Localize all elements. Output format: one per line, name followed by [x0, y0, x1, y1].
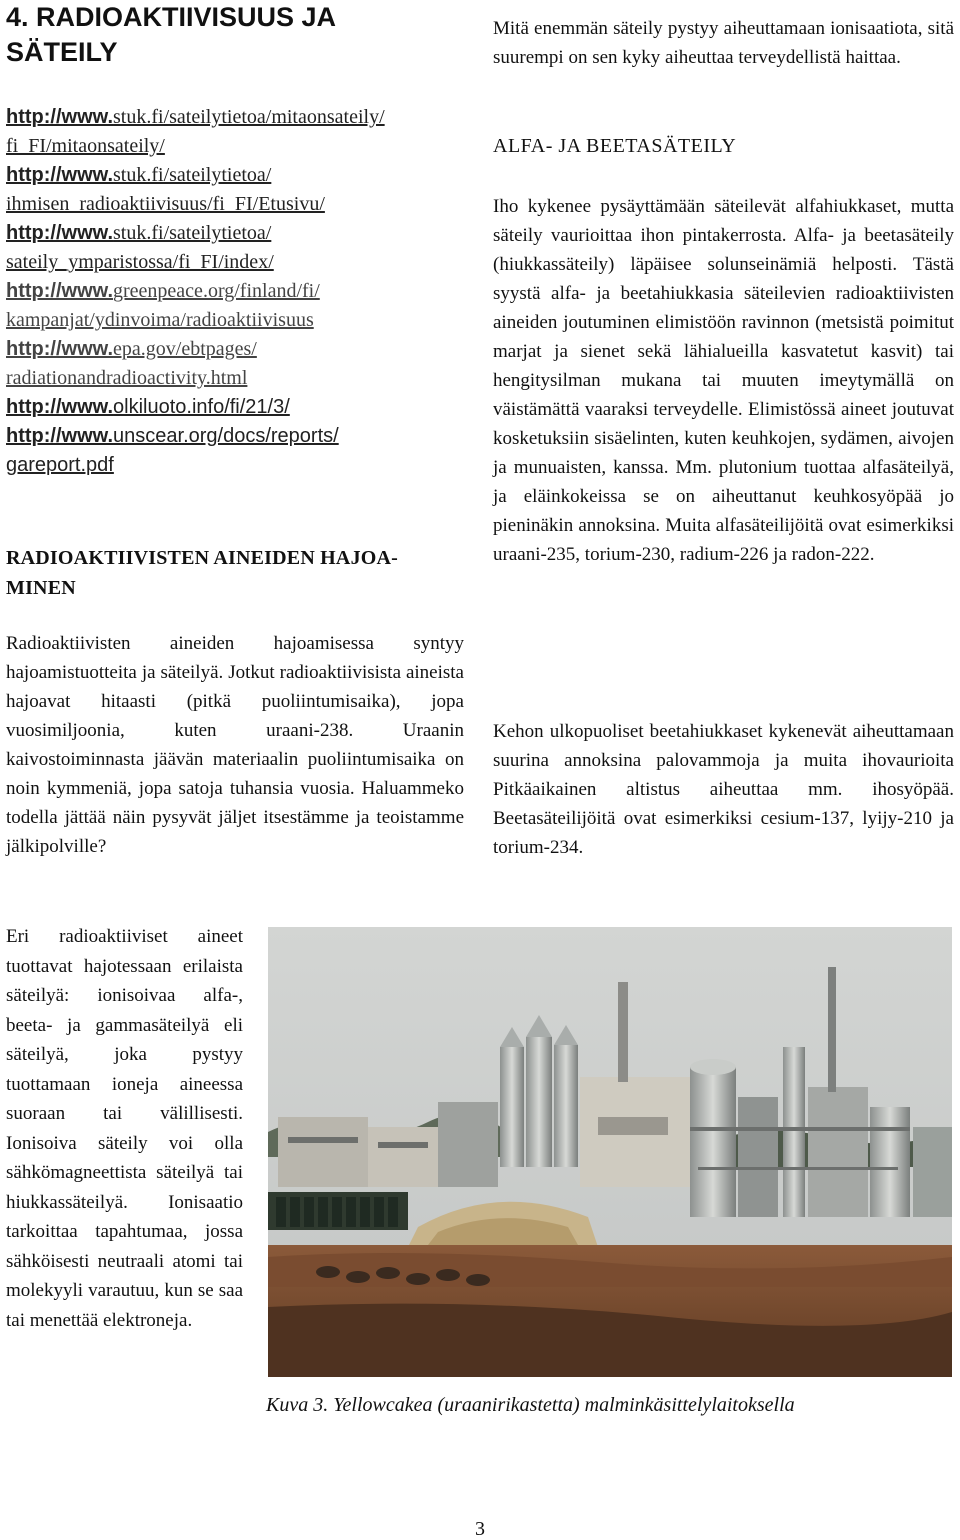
ionizing-radiation-sidebar: Eri radioaktiiviset aineet tuottavat hajotessaan erilaista säteilyä: ionisoivaa alfa-, beeta- ja gammasäteilyä eli säteilyä, joka pystyy tuottamaan ioneja aineessa suoraan tai välillisesti. Ionisoiva säteily voi olla sähkömagneettista säteilyä tai hiukkassäteilyä. Ionisaatio tarkoittaa tapahtumaa, jossa sähköisesti neutraali atomi tai molekyyli varautuu, kun se saa tai menettää elektroneja. — [6, 926, 243, 1331]
alfa-paragraph: Iho kykenee pysäyttämään säteilevät alfahiukkaset, mutta säteily vaurioittaa ihon pintakerrosta. Alfa- ja beetasäteily (hiukkassäteily) läpäisee solunseinämiä helposti. Tästä syystä alfa- ja beetahiukkasia säteilevien radioaktiivisten aineiden joutuminen elimistöön ravinnon (metsistä poimitut marjat ja sienet sekä lähialueilla kasvatetut kasvit) tai hengitysilman mukana tai muuten imeytymällä on väistämättä vaaraksi terveydelle. Elimistössä aineet joutuvat kosketuksiin sisäelinten, kuten keuhkojen, sydämen, aivojen ja munuaisten, kanssa. Mm. plutonium tuottaa alfasäteilyä, ja eläinkokeissa se on aiheuttanut keuhkosyöpää jo pieninäkin annoksina. Muita alfasäteilijöitä ovat esimerkiksi uraani-235, torium-230, radium-226 ja radon-222. — [493, 196, 954, 565]
figure-caption: Kuva 3. Yellowcakea (uraanirikastetta) malminkäsittelylaitoksella — [266, 1394, 795, 1416]
page-title — [6, 0, 466, 70]
link-stuk-sateily-ymparistossa-cont[interactable]: sateily_ymparistossa/fi_FI/index/ — [6, 251, 274, 273]
link-list — [6, 103, 476, 480]
link-stuk-sateily-ymparistossa[interactable]: http://www.stuk.fi/sateilytietoa/ — [6, 222, 272, 244]
link-olkiluoto[interactable]: http://www.olkiluoto.info/fi/21/3/ — [6, 396, 290, 418]
figure-photo — [268, 927, 952, 1377]
page-number: 3 — [475, 1518, 485, 1540]
page-title-line-2: SÄTEILY — [6, 37, 118, 67]
link-stuk-ihmisen-radioaktiivisuus-cont[interactable]: ihmisen_radioaktiivisuus/fi_FI/Etusivu/ — [6, 193, 325, 215]
alfa-beta-section-heading: ALFA- JA BEETASÄTEILY — [493, 135, 737, 157]
link-stuk-mitaonsateily[interactable]: http://www.stuk.fi/sateilytietoa/mitaonsateily/ — [6, 106, 385, 128]
link-greenpeace-cont[interactable]: kampanjat/ydinvoima/radioaktiivisuus — [6, 309, 314, 331]
link-unscear[interactable]: http://www.unscear.org/docs/reports/ — [6, 425, 339, 447]
link-unscear-cont[interactable]: gareport.pdf — [6, 454, 114, 476]
link-epa-cont[interactable]: radiationandradioactivity.html — [6, 367, 248, 389]
link-epa[interactable]: http://www.epa.gov/ebtpages/ — [6, 338, 257, 360]
decay-heading-line-1: RADIOAKTIIVISTEN AINEIDEN HAJOA- — [6, 547, 399, 569]
decay-section-heading — [6, 543, 476, 603]
link-stuk-mitaonsateily-cont[interactable]: fi_FI/mitaonsateily/ — [6, 135, 165, 157]
decay-paragraph: Radioaktiivisten aineiden hajoamisessa syntyy hajoamistuotteita ja säteilyä. Jotkut radioaktiivisista aineista hajoavat hitaasti (pitkä puoliintumisaika), jopa vuosimiljoonia, kuten uraani-238. Uraanin kaivostoiminnasta jäävän materiaalin puoliintumisaika on noin kymmeniä, jopa satoja tuhansia vuosia. Haluammeko todella jättää näin pysyvät jäljet itsestämme ja teoistamme jälkipolville? — [6, 633, 464, 857]
intro-paragraph: Mitä enemmän säteily pystyy aiheuttamaan ionisaatiota, sitä suurempi on sen kyky aiheuttaa terveydellistä haittaa. — [493, 18, 954, 68]
link-stuk-ihmisen-radioaktiivisuus[interactable]: http://www.stuk.fi/sateilytietoa/ — [6, 164, 272, 186]
link-greenpeace[interactable]: http://www.greenpeace.org/finland/fi/ — [6, 280, 320, 302]
uranium-mill-illustration — [268, 927, 952, 1377]
decay-heading-line-2: MINEN — [6, 577, 76, 599]
beta-paragraph: Kehon ulkopuoliset beetahiukkaset kykenevät aiheuttamaan suurina annoksina palovammoja ja muita ihovaurioita Pitkäaikainen altistus aiheuttaa mm. ihosyöpää. Beetasäteilijöitä ovat esimerkiksi cesium-137, lyijy-210 ja torium-234. — [493, 721, 954, 858]
page-title-line-1: 4. RADIOAKTIIVISUUS JA — [6, 2, 337, 32]
